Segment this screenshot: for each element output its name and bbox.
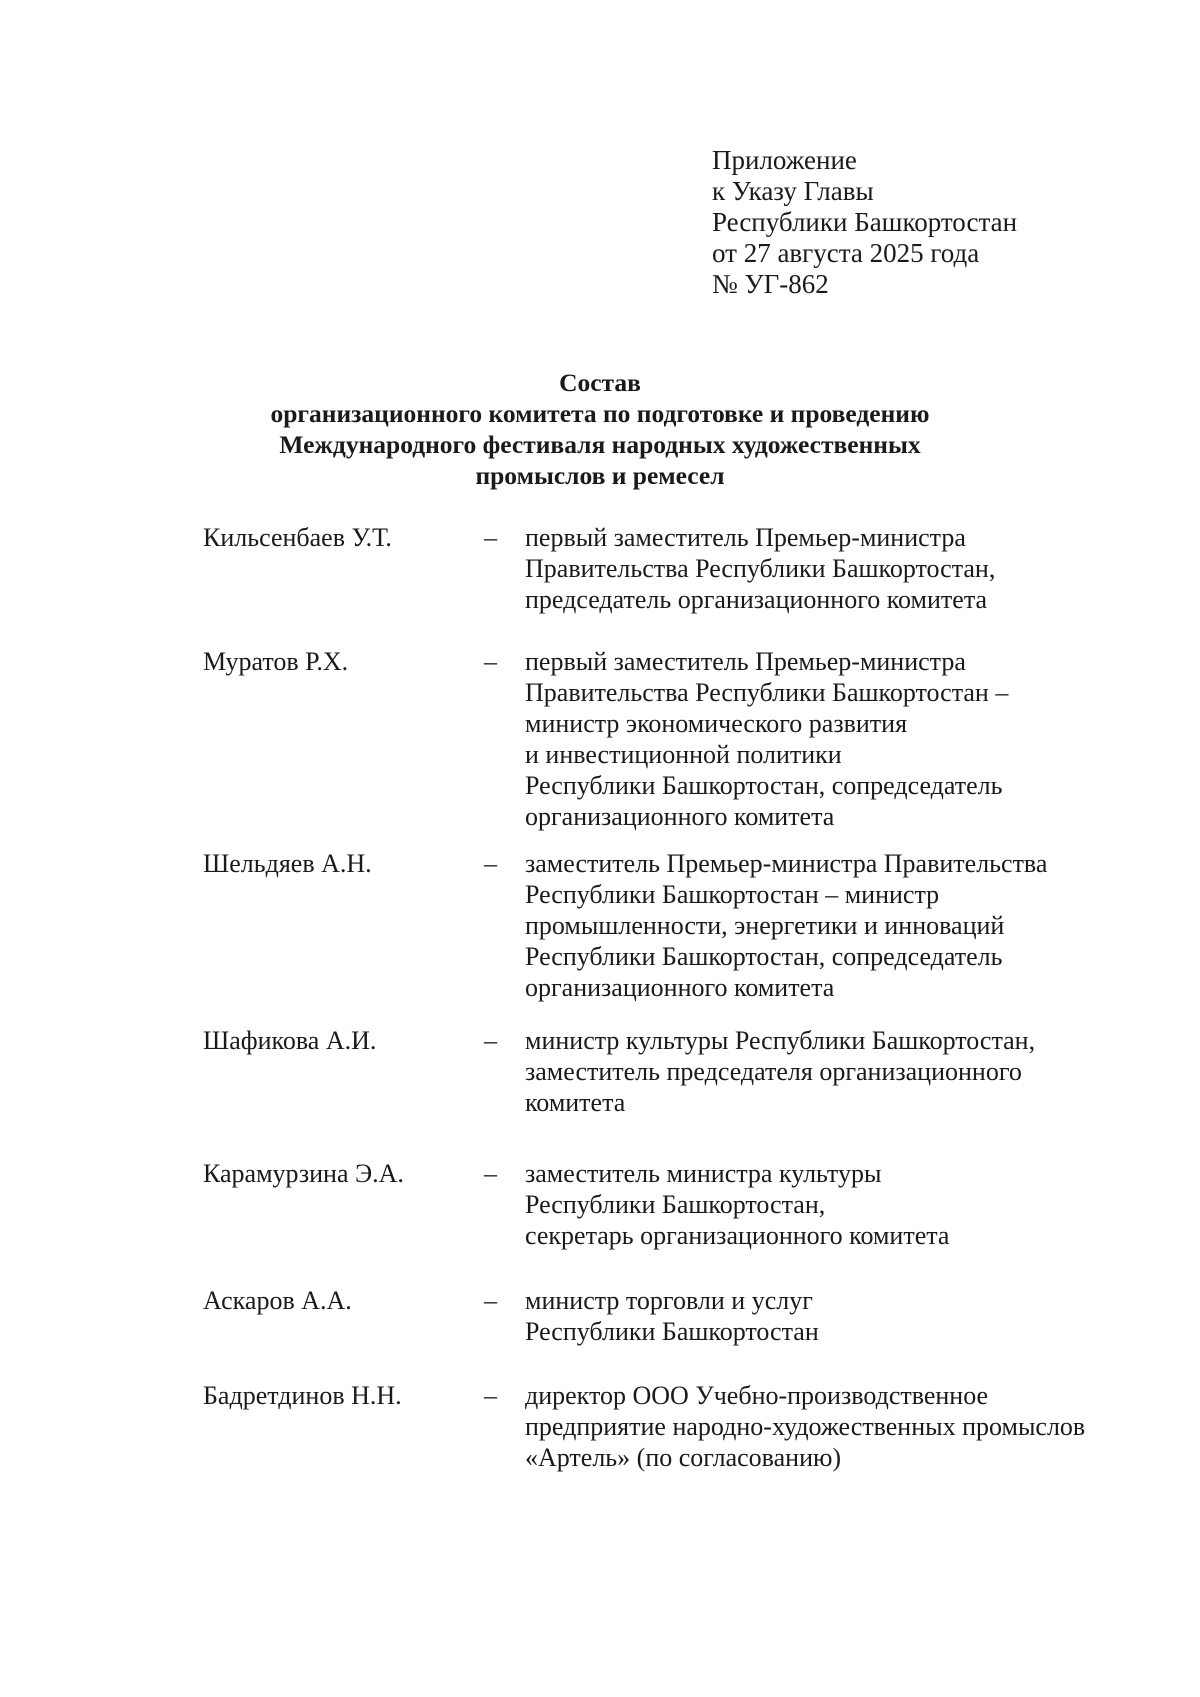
role-line: министр торговли и услуг — [525, 1286, 813, 1315]
dash-separator: – — [484, 849, 497, 878]
member-role — [525, 522, 1145, 615]
role-line: заместитель Премьер-министра Правительства — [525, 849, 1048, 878]
role-line: Республики Башкортостан – министр — [525, 880, 940, 909]
member-name: Карамурзина Э.А. — [203, 1159, 404, 1188]
member-name: Шафикова А.И. — [203, 1026, 377, 1055]
member-name: Шельдяев А.Н. — [203, 849, 372, 878]
role-line: первый заместитель Премьер-министра — [525, 647, 966, 676]
title-line: Состав — [559, 368, 641, 397]
dash-separator: – — [484, 1381, 497, 1410]
role-line: Правительства Республики Башкортостан – — [525, 678, 1009, 707]
role-line: «Артель» (по согласованию) — [525, 1443, 842, 1472]
role-line: Республики Башкортостан — [525, 1317, 819, 1346]
dash-separator: – — [484, 1159, 497, 1188]
member-role — [525, 1285, 1145, 1347]
role-line: Республики Башкортостан, сопредседатель — [525, 942, 1003, 971]
role-line: Республики Башкортостан, сопредседатель — [525, 771, 1003, 800]
member-name: Аскаров А.А. — [203, 1286, 352, 1315]
member-name: Муратов Р.Х. — [203, 647, 349, 676]
role-line: организационного комитета — [525, 973, 835, 1002]
member-role — [525, 1025, 1145, 1118]
role-line: Республики Башкортостан, — [525, 1190, 826, 1219]
role-line: секретарь организационного комитета — [525, 1221, 950, 1250]
role-line: Правительства Республики Башкортостан, — [525, 554, 996, 583]
title-line: Международного фестиваля народных художественных — [279, 430, 921, 459]
appendix-line: № УГ-862 — [712, 269, 829, 299]
appendix-header — [712, 145, 1017, 300]
role-line: директор ООО Учебно-производственное — [525, 1381, 989, 1410]
role-line: комитета — [525, 1088, 626, 1117]
dash-separator: – — [484, 1026, 497, 1055]
role-line: министр культуры Республики Башкортостан, — [525, 1026, 1036, 1055]
document-title — [0, 367, 1200, 491]
appendix-line: от 27 августа 2025 года — [712, 238, 980, 268]
role-line: организационного комитета — [525, 802, 835, 831]
appendix-line: Приложение — [712, 145, 857, 175]
member-role — [525, 1158, 1145, 1251]
role-line: заместитель министра культуры — [525, 1159, 882, 1188]
appendix-line: к Указу Главы — [712, 176, 874, 206]
title-line: организационного комитета по подготовке и проведению — [270, 399, 930, 428]
role-line: председатель организационного комитета — [525, 585, 988, 614]
role-line: предприятие народно-художественных промыслов — [525, 1412, 1086, 1441]
dash-separator: – — [484, 523, 497, 552]
member-name: Кильсенбаев У.Т. — [203, 523, 392, 552]
role-line: заместитель председателя организационного — [525, 1057, 1022, 1086]
appendix-line: Республики Башкортостан — [712, 207, 1018, 237]
member-role — [525, 848, 1145, 1003]
title-line: промыслов и ремесел — [475, 461, 725, 490]
role-line: и инвестиционной политики — [525, 740, 842, 769]
member-role — [525, 646, 1145, 832]
dash-separator: – — [484, 647, 497, 676]
role-line: министр экономического развития — [525, 709, 908, 738]
role-line: промышленности, энергетики и инноваций — [525, 911, 1005, 940]
member-role — [525, 1380, 1145, 1473]
dash-separator: – — [484, 1286, 497, 1315]
role-line: первый заместитель Премьер-министра — [525, 523, 966, 552]
member-name: Бадретдинов Н.Н. — [203, 1381, 402, 1410]
